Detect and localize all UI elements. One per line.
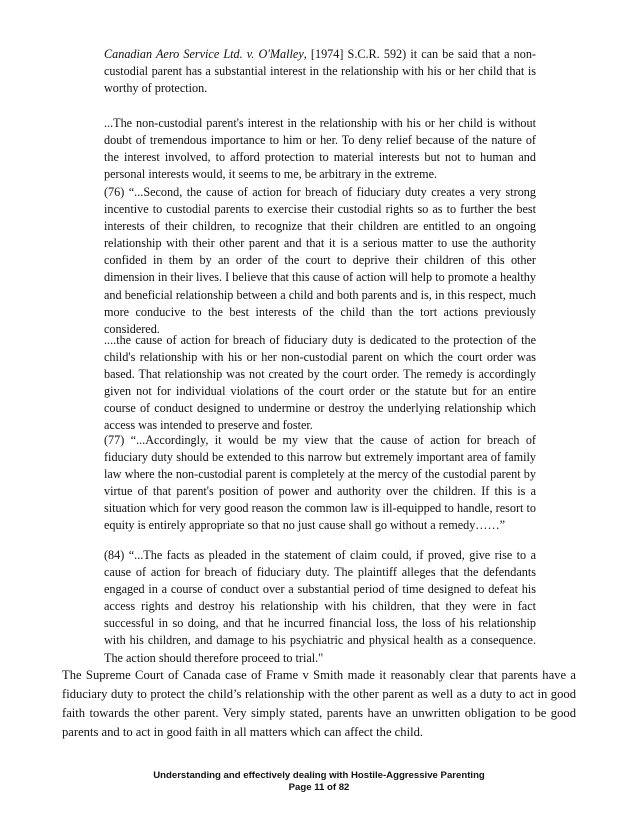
quote-paragraph-6: (84) “...The facts as pleaded in the statement of claim could, if proved, give rise to a cause of action for breach of fiduciary duty. The plaintiff alleges that the defendants engaged in a course of conduct over a substantial period of time designed to defeat his access rights and destroy his relationship with his children, that they were in fact successful in so doing, and that he incurred financial loss, the loss of his relationship with his children, and damage to his psychiatric and physical health as a consequence. The action should therefore proceed to trial." <box>104 548 536 665</box>
quote-paragraph-4: ....the cause of action for breach of fiduciary duty is dedicated to the protection of the child's relationship with his or her non-custodial parent on which the court order was based. That relationship was not created by the court order. The remedy is accordingly given not for individual violations of the court order or the statute but for an entire course of conduct designed to undermine or destroy the underlying relationship which access was intended to preserve and foster. <box>104 333 536 433</box>
quote-paragraph-5: (77) “...Accordingly, it would be my view that the cause of action for breach of fiduciary duty should be extended to this narrow but extremely important area of family law where the non-custodial parent is completely at the mercy of the custodial parent by virtue of that parent's position of power and authority over the children. If this is a situation which for very good reason the common law is ill-equipped to handle, resort to equity is entirely appropriate so that no just cause shall go without a remedy……” <box>104 433 536 533</box>
quote-paragraph-3: (76) “...Second, the cause of action for breach of fiduciary duty creates a very strong incentive to custodial parents to exercise their custodial rights so as to further the best interests of their children, to recognize that their children are entitled to an ongoing relationship with their other parent and that it is a serious matter to use the authority confided in them by an order of the court to deprive their children of this other dimension in their lives. I believe that this cause of action will help to promote a healthy and beneficial relationship between a child and both parents and is, in this respect, much more conducive to the best interests of the child than the tort actions previously considered. <box>104 185 536 336</box>
conclusion-paragraph: The Supreme Court of Canada case of Frame v Smith made it reasonably clear that parents have a fiduciary duty to protect the child’s relationship with the other parent as well as a duty to act in good faith towards the other parent. Very simply stated, parents have an unwritten obligation to be good parents and to act in good faith in all matters which can affect the child. <box>62 668 576 739</box>
quote-paragraph-1-text: , [1974] S.C.R. 592) it can be said that a non-custodial parent has a substantial interest in the relationship with his or her child that is worthy of protection. <box>104 47 536 96</box>
footer-title: Understanding and effectively dealing with Hostile-Aggressive Parenting <box>153 770 485 781</box>
quote-paragraph-1 <box>104 46 536 97</box>
footer-page-number: Page 11 of 82 <box>288 782 350 793</box>
quote-paragraph-2: ...The non-custodial parent's interest in the relationship with his or her child is without doubt of tremendous importance to him or her. To deny relief because of the nature of the interest involved, to afford protection to material interests but not to human and personal interests would, it seems to me, be arbitrary in the extreme. <box>104 116 536 182</box>
case-citation-name: Canadian Aero Service Ltd. v. O'Malley <box>104 47 304 61</box>
